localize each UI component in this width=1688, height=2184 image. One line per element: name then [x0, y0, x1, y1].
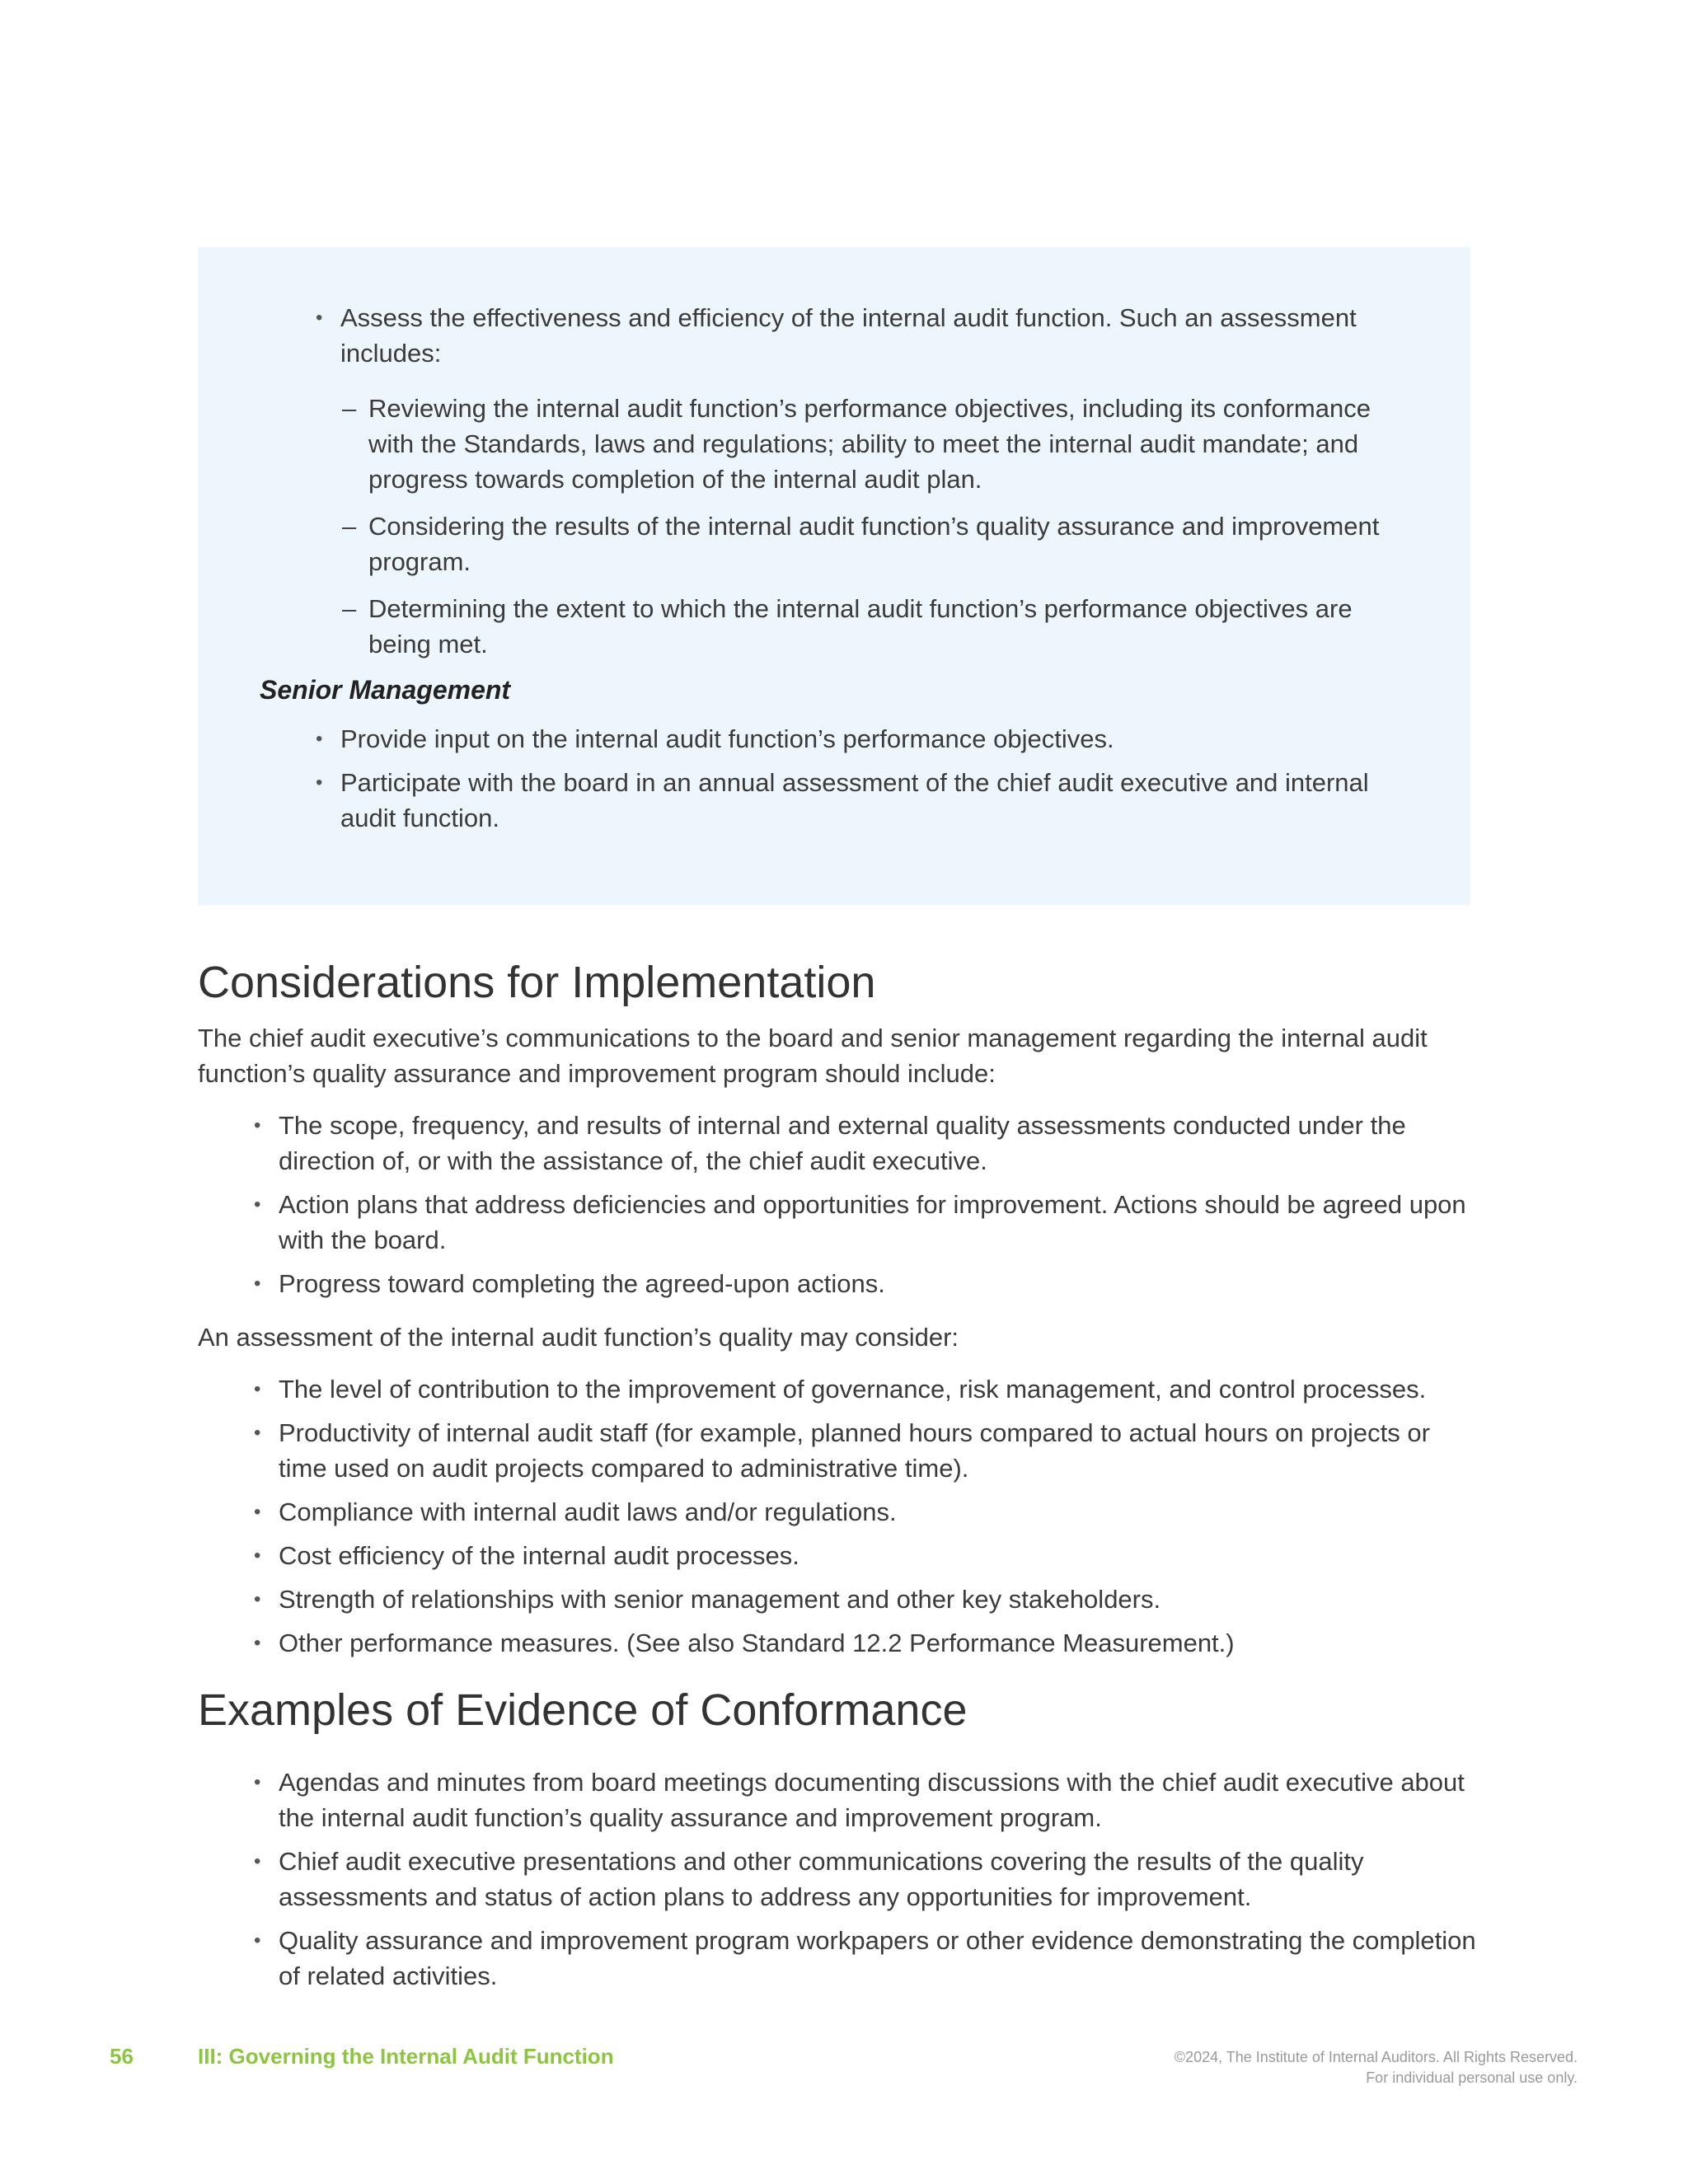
senior-management-heading: Senior Management [260, 675, 511, 705]
implementation-intro: The chief audit executive’s communications to the board and senior management regarding the internal audit function’s quality assurance and improvement program should include: [198, 1024, 1428, 1088]
section-title: III: Governing the Internal Audit Function [198, 2044, 614, 2069]
list-item: • Participate with the board in an annual assessment of the chief audit executive and internal audit function. [340, 765, 1404, 836]
main-content [198, 956, 1484, 2012]
list-item: • Cost efficiency of the internal audit processes. [279, 1538, 1484, 1573]
list-item: • Quality assurance and improvement program workpapers or other evidence demonstrating the completion of related activities. [279, 1923, 1484, 1994]
usage-line: For individual personal use only. [1366, 2069, 1578, 2086]
list-item: • Agendas and minutes from board meetings documenting discussions with the chief audit executive about the internal audit function’s quality assurance and improvement program. [279, 1765, 1484, 1835]
list-item: • Progress toward completing the agreed-upon actions. [279, 1266, 1484, 1301]
list-item: • The level of contribution to the improvement of governance, risk management, and control processes. [279, 1371, 1484, 1407]
sub-list-item: – Determining the extent to which the internal audit function’s performance objectives are being met. [368, 591, 1404, 662]
copyright-line: ©2024, The Institute of Internal Auditors. All Rights Reserved. [1174, 2049, 1578, 2065]
evidence-list [279, 1765, 1484, 1994]
sub-list-item: – Considering the results of the internal audit function’s quality assurance and improvement program. [368, 509, 1404, 579]
list-item: • Provide input on the internal audit function’s performance objectives. [340, 721, 1404, 757]
list-item [340, 300, 1404, 662]
list-item: • Productivity of internal audit staff (for example, planned hours compared to actual hours on projects or time used on audit projects compared to administrative time). [279, 1415, 1484, 1486]
list-item: • Other performance measures. (See also Standard 12.2 Performance Measurement.) [279, 1625, 1484, 1661]
callout-top-list [340, 300, 1404, 662]
list-item: • Chief audit executive presentations and other communications covering the results of the quality assessments and status of action plans to address any opportunities for improvement. [279, 1844, 1484, 1915]
quality-intro: An assessment of the internal audit function’s quality may consider: [198, 1323, 959, 1352]
evidence-heading: Examples of Evidence of Conformance [198, 1685, 968, 1735]
quality-list [279, 1371, 1484, 1661]
page-number: 56 [110, 2044, 134, 2069]
list-item: • The scope, frequency, and results of internal and external quality assessments conducted under the direction of, or with the assistance of, the chief audit executive. [279, 1108, 1484, 1179]
list-item: • Strength of relationships with senior management and other key stakeholders. [279, 1582, 1484, 1617]
list-item-text: Assess the effectiveness and efficiency of the internal audit function. Such an assessment includes: [340, 303, 1357, 368]
assessment-sub-list [340, 391, 1404, 662]
implementation-list [279, 1108, 1484, 1301]
list-item: • Compliance with internal audit laws and/or regulations. [279, 1494, 1484, 1530]
senior-management-list [340, 721, 1404, 836]
list-item: • Action plans that address deficiencies and opportunities for improvement. Actions should be agreed upon with the board. [279, 1187, 1484, 1258]
copyright-notice [1175, 2047, 1578, 2088]
sub-list-item: – Reviewing the internal audit function’s performance objectives, including its conformance with the Standards, laws and regulations; ability to meet the internal audit mandate; and progress towards completion of the internal audit plan. [368, 391, 1404, 497]
implementation-heading: Considerations for Implementation [198, 958, 876, 1007]
callout-box [198, 247, 1470, 905]
